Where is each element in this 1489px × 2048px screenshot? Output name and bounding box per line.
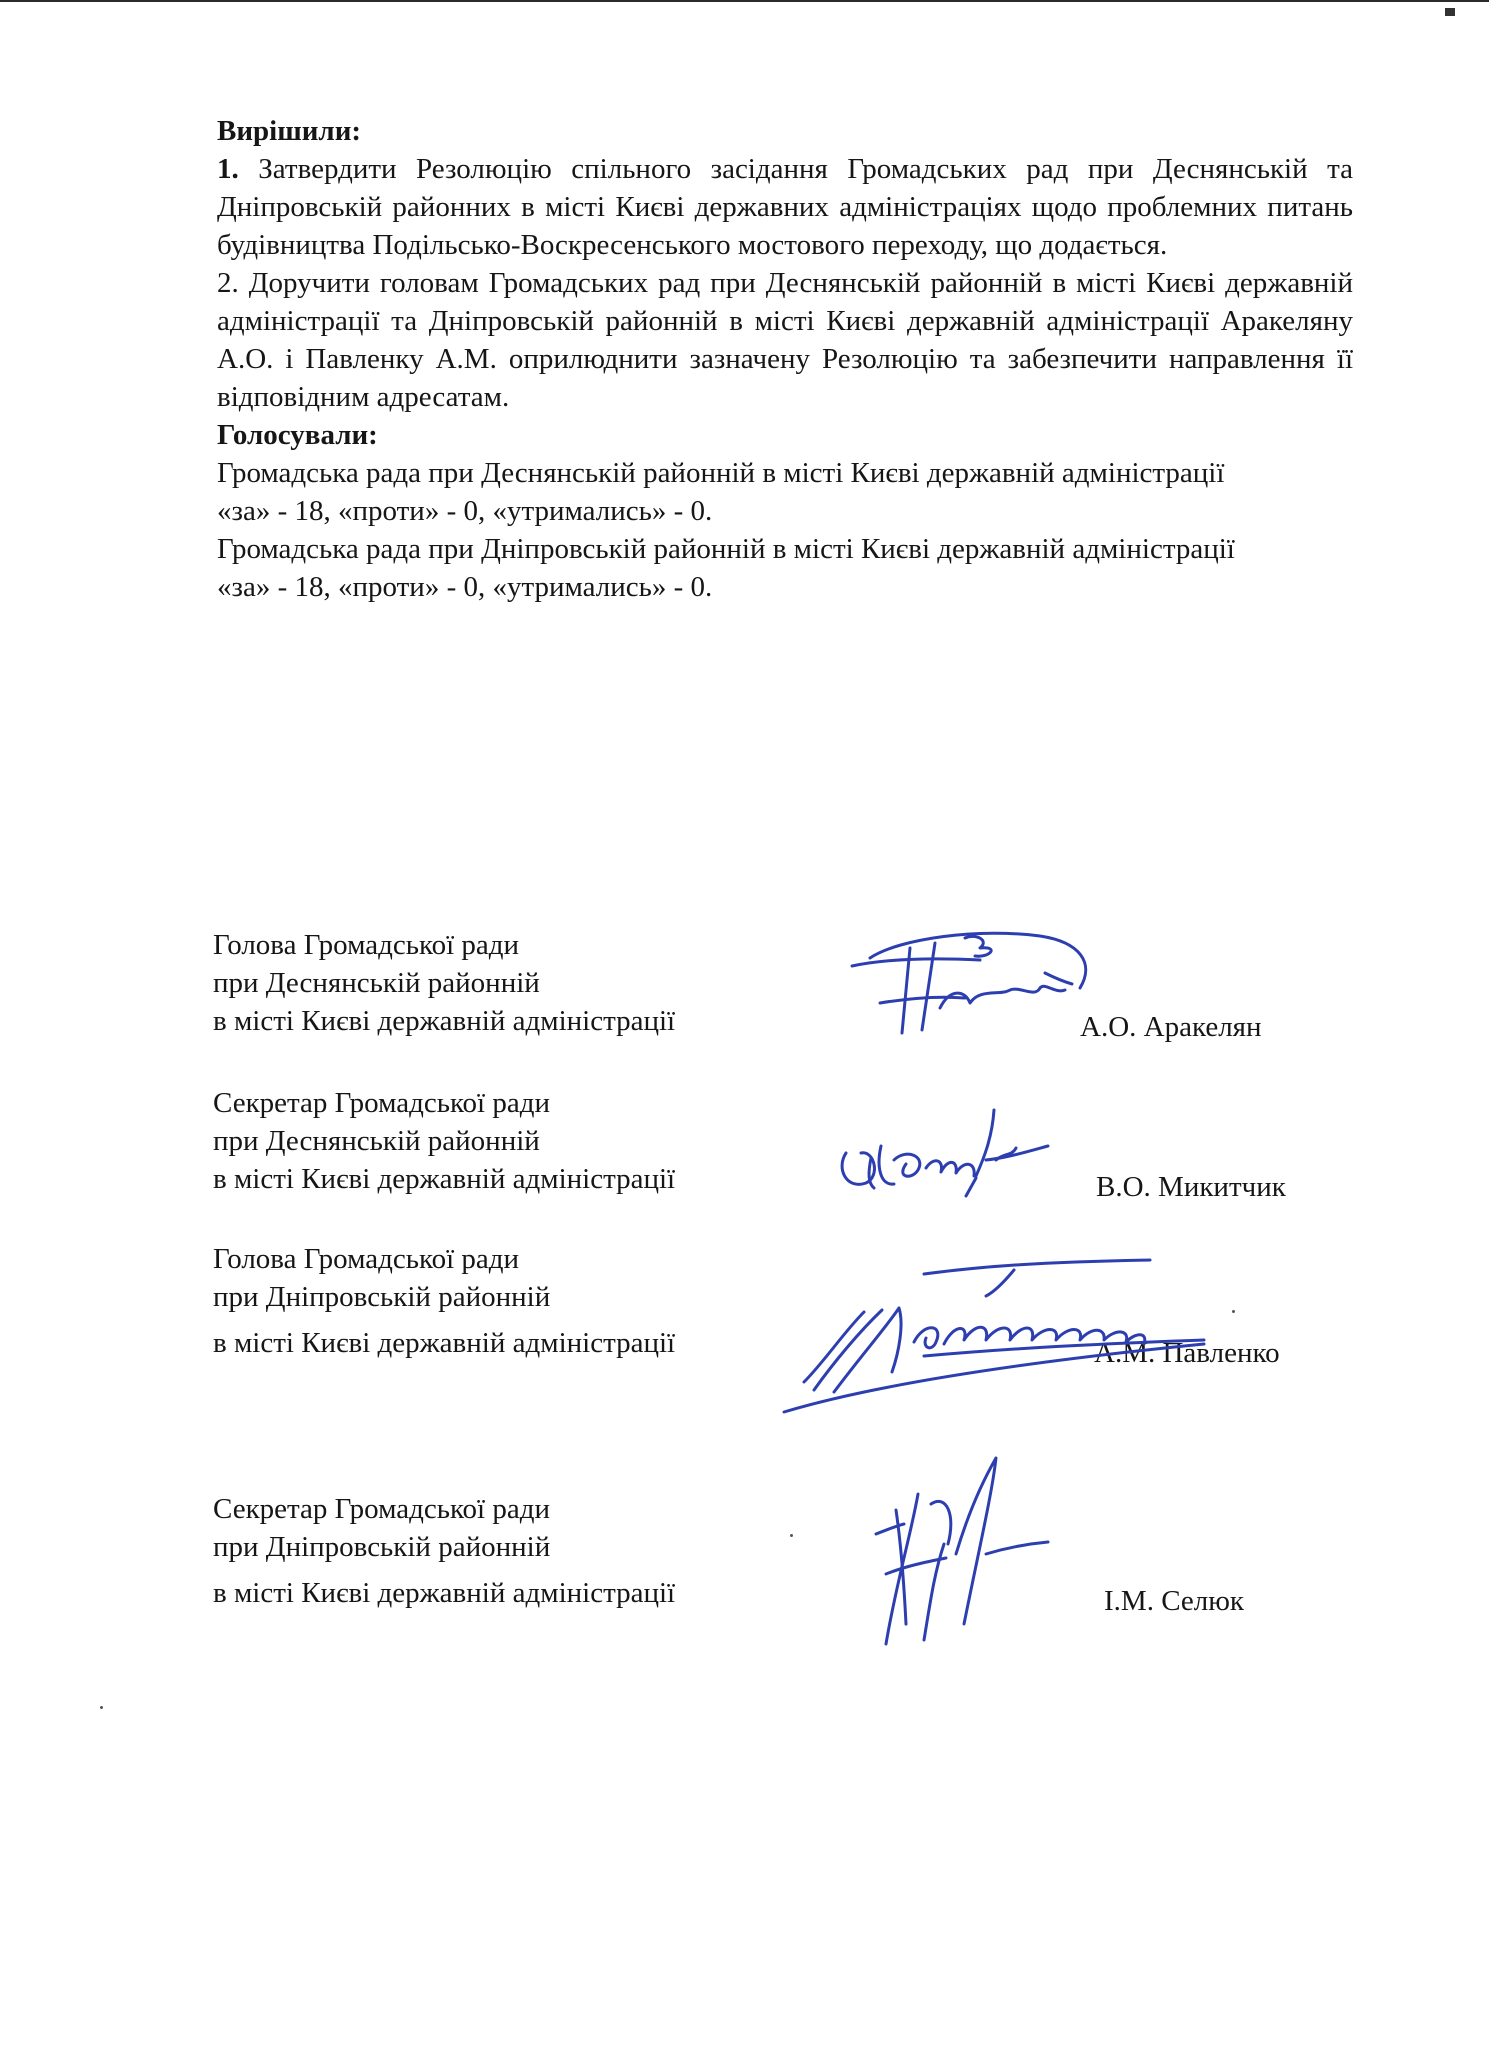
decided-heading: Вирішили: bbox=[217, 115, 362, 147]
signatory-title-line: Секретар Громадської ради bbox=[213, 1087, 551, 1119]
document-body bbox=[217, 112, 1353, 606]
scan-corner-mark bbox=[1445, 8, 1455, 16]
signatory-1-title bbox=[213, 926, 773, 1040]
decision-item-2: 2. Доручити головам Громадських рад при Деснянській районній в місті Києві державній адміністрації та Дніпровській районній в місті Києві державній адміністрації Аракеляну А.О. і Павленку А.М. оприлюднити зазначену Резолюцію та забезпечити направлення її відповідним адресатам. bbox=[217, 267, 1353, 413]
signatory-title-line: Голова Громадської ради bbox=[213, 929, 520, 961]
vote-council-2: Громадська рада при Дніпровській районній в місті Києві державній адміністрації bbox=[217, 533, 1235, 565]
signatory-title-line: Секретар Громадської ради bbox=[213, 1493, 551, 1525]
signature-1-handwritten bbox=[840, 918, 1100, 1048]
signatory-title-line: в місті Києві державній адміністрації bbox=[213, 1327, 676, 1359]
signatory-3-title bbox=[213, 1240, 773, 1362]
signatory-title-line: при Деснянській районній bbox=[213, 1125, 540, 1157]
signatory-1-name: А.О. Аракелян bbox=[1080, 1011, 1262, 1043]
signature-2-handwritten bbox=[826, 1098, 1056, 1198]
signatory-2-name: В.О. Микитчик bbox=[1096, 1171, 1286, 1203]
signatory-title-line: в місті Києві державній адміністрації bbox=[213, 1005, 676, 1037]
scan-top-edge bbox=[0, 0, 1489, 2]
scan-speck bbox=[100, 1706, 103, 1709]
scan-speck bbox=[1232, 1310, 1235, 1313]
signatory-title-line: при Дніпровській районній bbox=[213, 1281, 551, 1313]
vote-result-1: «за» - 18, «проти» - 0, «утримались» - 0. bbox=[217, 495, 713, 527]
signature-3-handwritten bbox=[764, 1252, 1224, 1422]
vote-result-2: «за» - 18, «проти» - 0, «утримались» - 0. bbox=[217, 571, 713, 603]
decision-item-1-number: 1. bbox=[217, 153, 239, 185]
voted-heading: Голосували: bbox=[217, 419, 378, 451]
signatory-title-line: в місті Києві державній адміністрації bbox=[213, 1577, 676, 1609]
vote-council-1: Громадська рада при Деснянській районній в місті Києві державній адміністрації bbox=[217, 457, 1225, 489]
signatory-4-title bbox=[213, 1490, 773, 1612]
signatory-3-name: А.М. Павленко bbox=[1094, 1337, 1280, 1369]
signatory-2-title bbox=[213, 1084, 773, 1198]
decision-item-1 bbox=[217, 150, 1353, 264]
scan-speck bbox=[790, 1534, 793, 1537]
signatory-4-name: І.М. Селюк bbox=[1104, 1585, 1244, 1617]
signatory-title-line: Голова Громадської ради bbox=[213, 1243, 520, 1275]
signatory-title-line: в місті Києві державній адміністрації bbox=[213, 1163, 676, 1195]
decision-item-1-text: Затвердити Резолюцію спільного засідання Громадських рад при Деснянській та Дніпровській районних в місті Києві державних адміністраціях щодо проблемних питань будівництва Подільсько-Воскресенського мостового переходу, що додається. bbox=[217, 153, 1353, 261]
signatory-title-line: при Дніпровській районній bbox=[213, 1531, 551, 1563]
signature-4-handwritten bbox=[856, 1454, 1056, 1654]
signatory-title-line: при Деснянській районній bbox=[213, 967, 540, 999]
